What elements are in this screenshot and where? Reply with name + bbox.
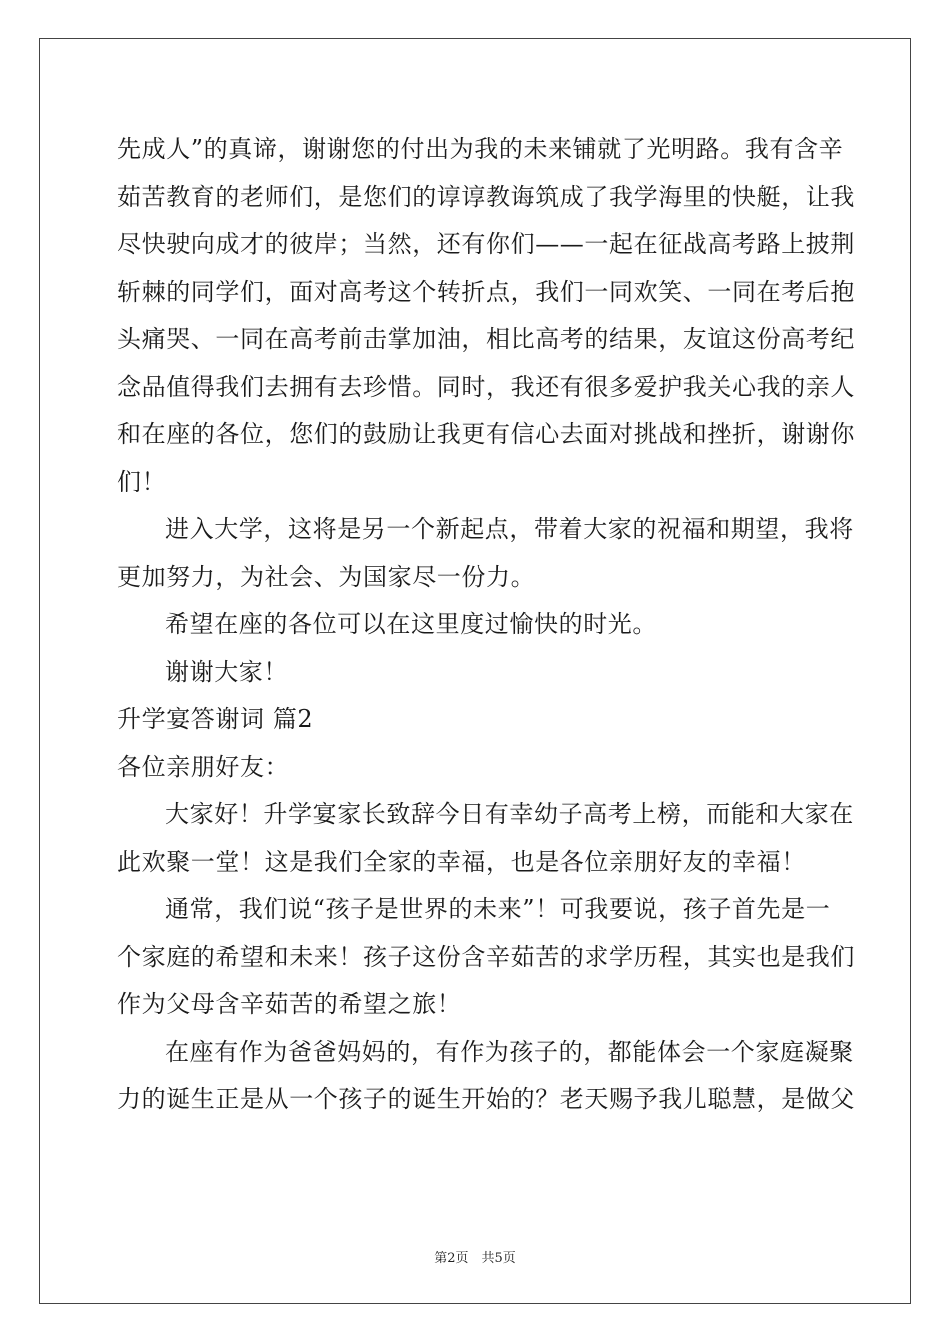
text-line: 尽快驶向成才的彼岸；当然，还有你们——一起在征战高考路上披荆: [117, 230, 855, 258]
paragraph-start-line: 通常，我们说“孩子是世界的未来”！可我要说，孩子首先是一: [165, 895, 831, 923]
salutation: 各位亲朋好友：: [117, 752, 290, 781]
text-line: 头痛哭、一同在高考前击掌加油，相比高考的结果，友谊这份高考纪: [117, 325, 855, 353]
document-body: [117, 126, 855, 1124]
text-line: 们！: [117, 467, 167, 496]
text-line: 和在座的各位，您们的鼓励让我更有信心去面对挑战和挫折，谢谢你: [117, 420, 855, 448]
paragraph-start-line: 大家好！升学宴家长致辞今日有幸幼子高考上榜，而能和大家在: [165, 800, 854, 828]
paragraph-start-line: 希望在座的各位可以在这里度过愉快的时光。: [165, 610, 657, 638]
paragraph-start-line: 进入大学，这将是另一个新起点，带着大家的祝福和期望，我将: [165, 515, 854, 543]
text-line: 茹苦教育的老师们，是您们的谆谆教诲筑成了我学海里的快艇，让我: [117, 182, 855, 211]
paragraph-start-line: 谢谢大家！: [165, 657, 288, 686]
text-line: 先成人”的真谛，谢谢您的付出为我的未来铺就了光明路。我有含辛: [117, 135, 844, 163]
page-number: 第2页 共5页: [434, 1251, 516, 1266]
text-line: 作为父母含辛茹苦的希望之旅！: [117, 990, 462, 1018]
text-line: 个家庭的希望和未来！孩子这份含辛茹苦的求学历程，其实也是我们: [117, 942, 855, 971]
text-line: 此欢聚一堂！这是我们全家的幸福，也是各位亲朋好友的幸福！: [117, 847, 806, 876]
paragraph-start-line: 在座有作为爸爸妈妈的，有作为孩子的，都能体会一个家庭凝聚: [165, 1037, 854, 1066]
text-line: 力的诞生正是从一个孩子的诞生开始的？老天赐予我儿聪慧，是做父: [117, 1085, 855, 1113]
text-line: 更加努力，为社会、为国家尽一份力。: [117, 562, 536, 591]
text-line: 念品值得我们去拥有去珍惜。同时，我还有很多爱护我关心我的亲人: [117, 372, 855, 401]
text-line: 斩棘的同学们，面对高考这个转折点，我们一同欢笑、一同在考后抱: [117, 277, 855, 306]
section-heading: 升学宴答谢词 篇2: [117, 705, 314, 733]
